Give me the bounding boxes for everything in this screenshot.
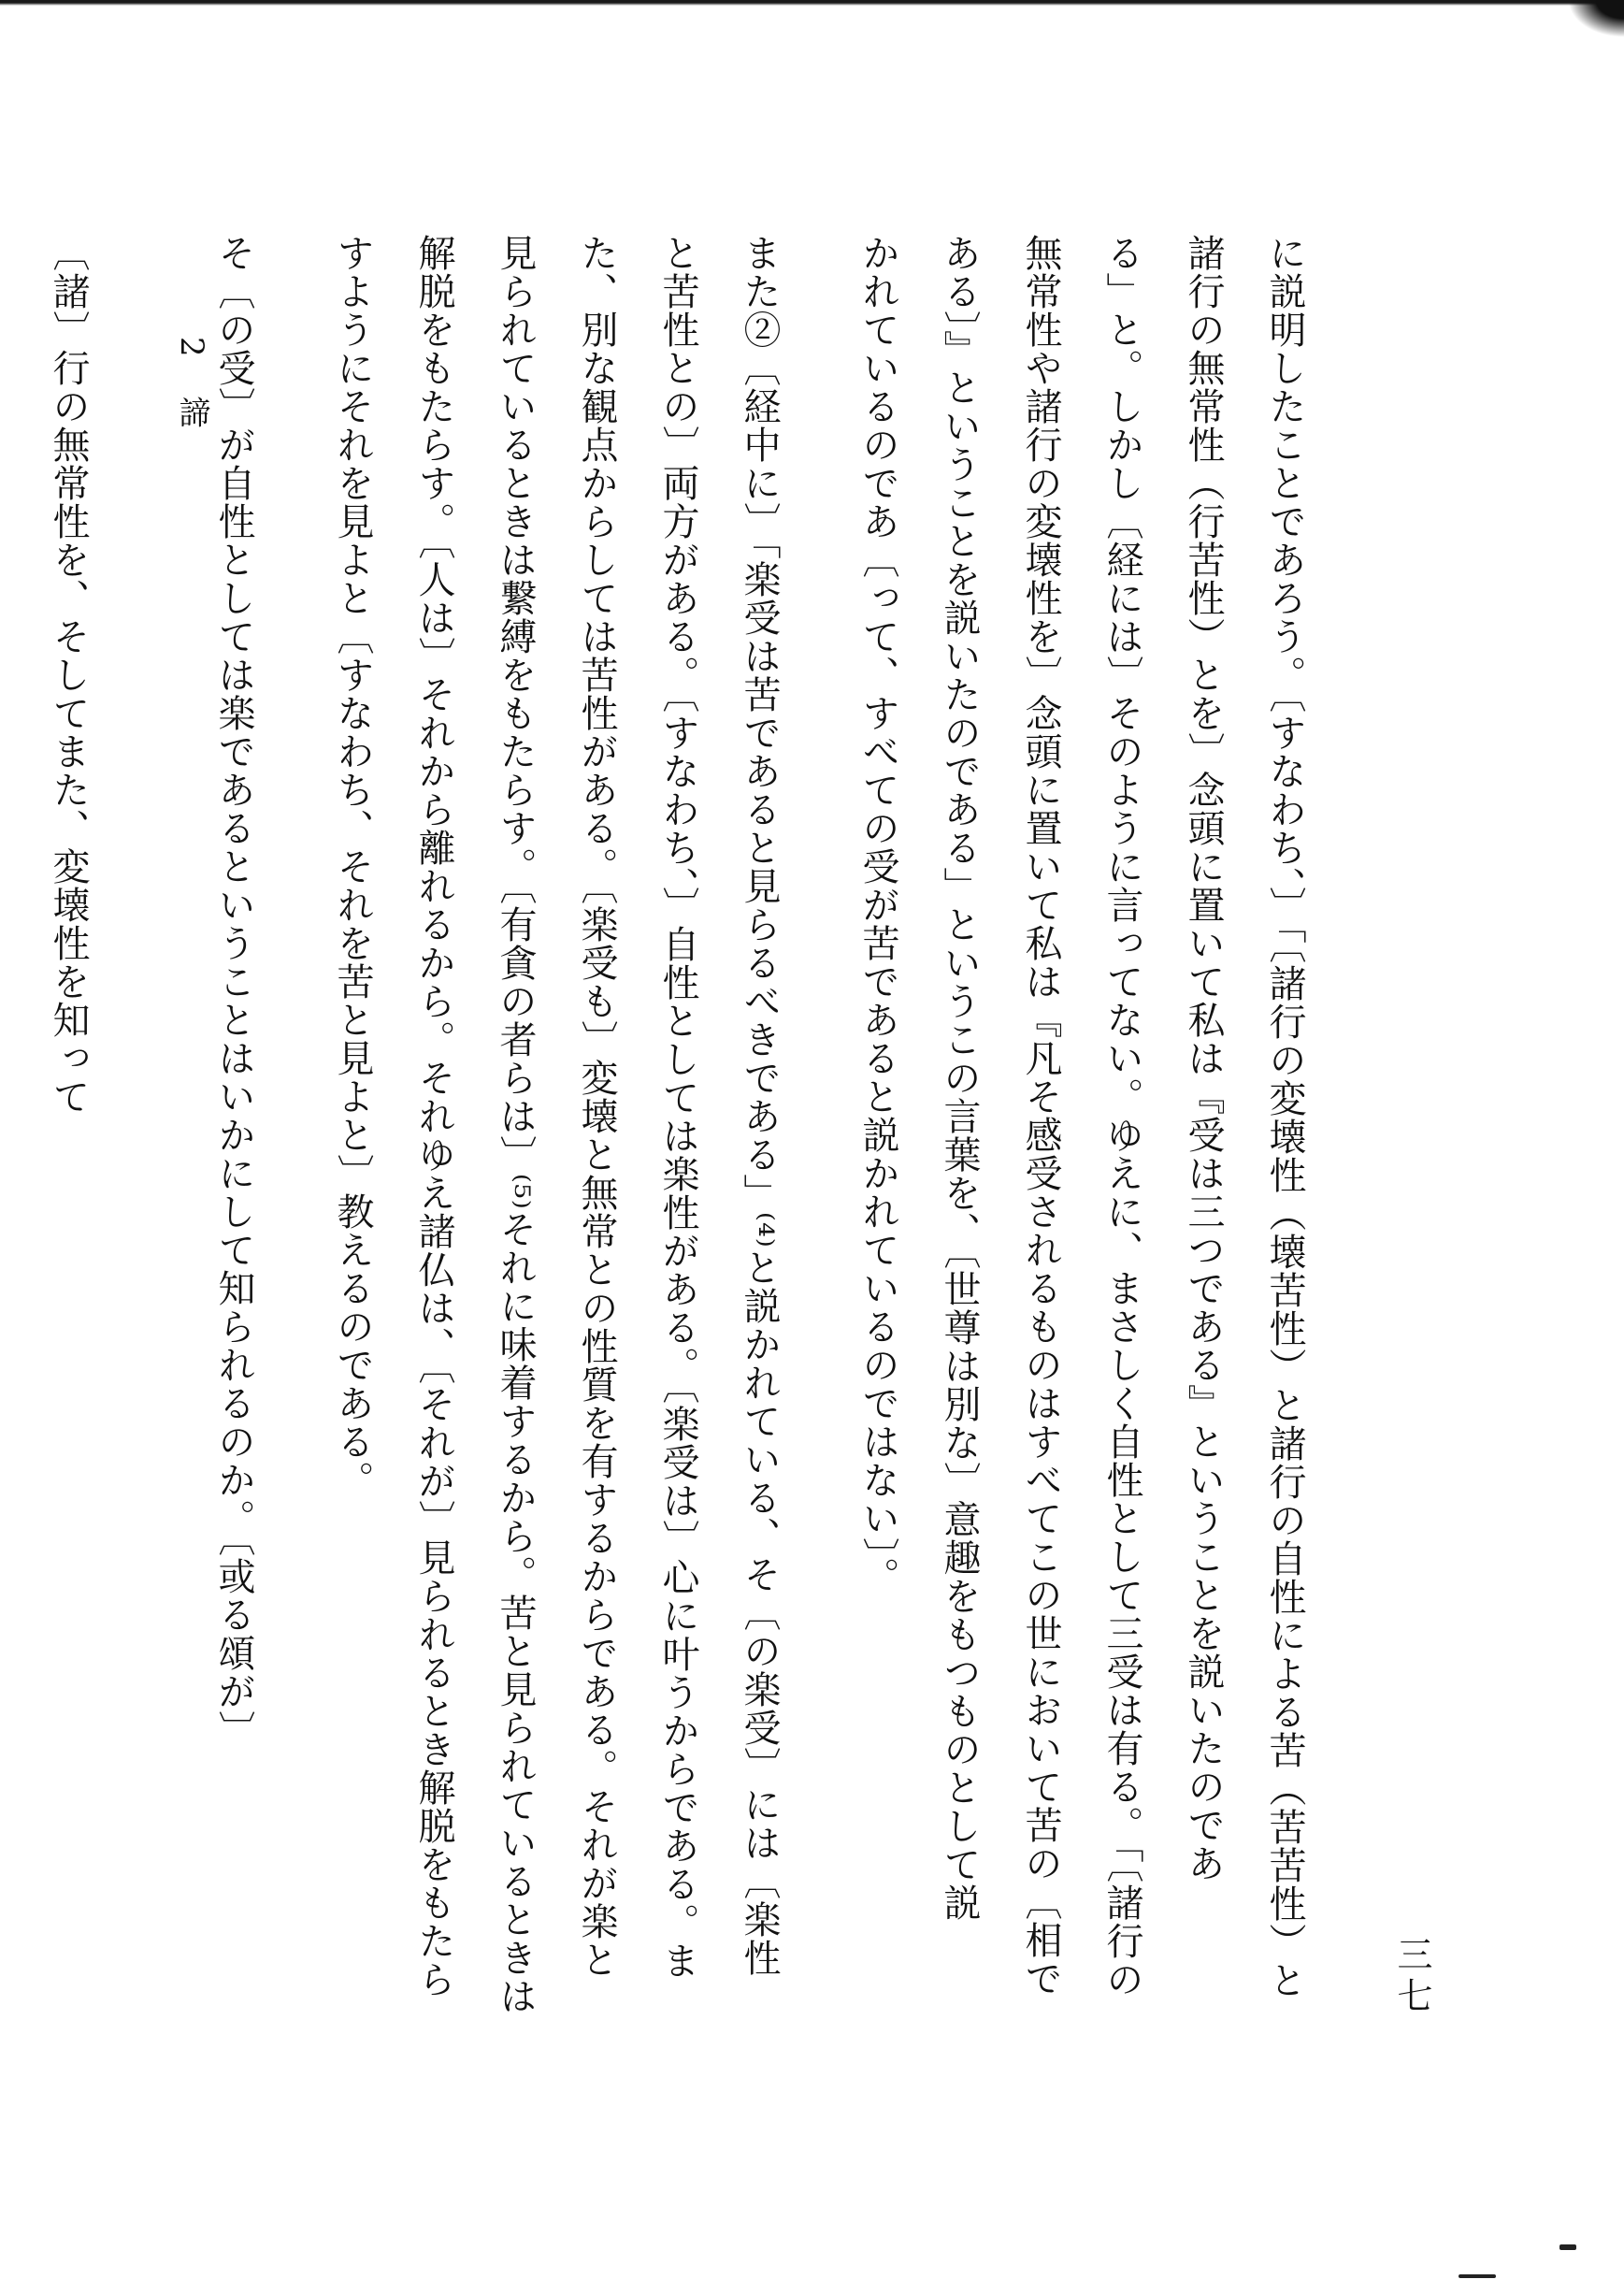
text-line-8: と苦性との〕両方がある。〔すなわち、〕自性としては楽性がある。〔楽受は〕心に叶うからである。ま bbox=[656, 234, 699, 1980]
verse-line-2 bbox=[0, 234, 27, 1955]
verse-line-1: 〔諸〕行の無常性を、そしてまた、変壊性を知って bbox=[47, 234, 90, 1116]
scan-edge-top bbox=[0, 0, 1624, 6]
running-head: 2 諦 bbox=[173, 337, 210, 432]
text-line-12: すようにそれを見よと〔すなわち、それを苦と見よと〕教えるのである。 bbox=[331, 234, 374, 1499]
text-line-3: る」と。しかし〔経には〕そのように言ってない。ゆえに、まさしく自性として三受は有る。「〔諸行の bbox=[1100, 234, 1143, 1998]
text-line-13: そ〔の受〕が自性としては楽であるということはいかにして知られるのか。〔或る頌が〕 bbox=[212, 234, 255, 1749]
scan-edge-corner bbox=[1568, 0, 1624, 37]
text-line-2: 諸行の無常性（行苦性）とを〕念頭に置いて私は『受は三つである』ということを説いたのであ bbox=[1182, 234, 1225, 1883]
text-line-11: 解脱をもたらす。〔人は〕それから離れるから。それゆえ諸仏は、〔それが〕見られるとき解脱をもたら bbox=[412, 234, 455, 1998]
scan-mark bbox=[1559, 2244, 1576, 2250]
text-line-5: ある〕』ということを説いたのである」というこの言葉を、〔世尊は別な〕意趣をもつものとして説 bbox=[938, 234, 981, 1922]
text-line-7: また②〔経中に〕「楽受は苦であると見らるべきである」⁽⁴⁾と説かれている、そ〔の楽受〕には〔楽性 bbox=[738, 234, 781, 1977]
scan-mark bbox=[1459, 2274, 1496, 2278]
text-line-9: た、別な観点からしては苦性がある。〔楽受も〕変壊と無常との性質を有するからである。それが楽と bbox=[575, 234, 618, 1979]
text-line-10: 見られているときは繋縛をもたらす。〔有貪の者らは〕⁽⁵⁾それに味着するから。苦と見られているときは bbox=[494, 234, 537, 2015]
text-line-4: 無常性や諸行の変壊性を〕念頭に置いて私は『凡そ感受されるものはすべてこの世において苦の〔相で bbox=[1019, 234, 1062, 1998]
page-number: 三七 bbox=[1391, 1936, 1432, 2018]
text-line-1: に説明したことであろう。〔すなわち、〕「〔諸行の変壊性（壊苦性）と諸行の自性による苦（苦苦性）と bbox=[1263, 234, 1306, 1999]
body-text bbox=[0, 234, 1325, 2015]
text-line-6: かれているのであ〔って、すべての受が苦であると説かれているのではない〕。 bbox=[856, 234, 899, 1595]
